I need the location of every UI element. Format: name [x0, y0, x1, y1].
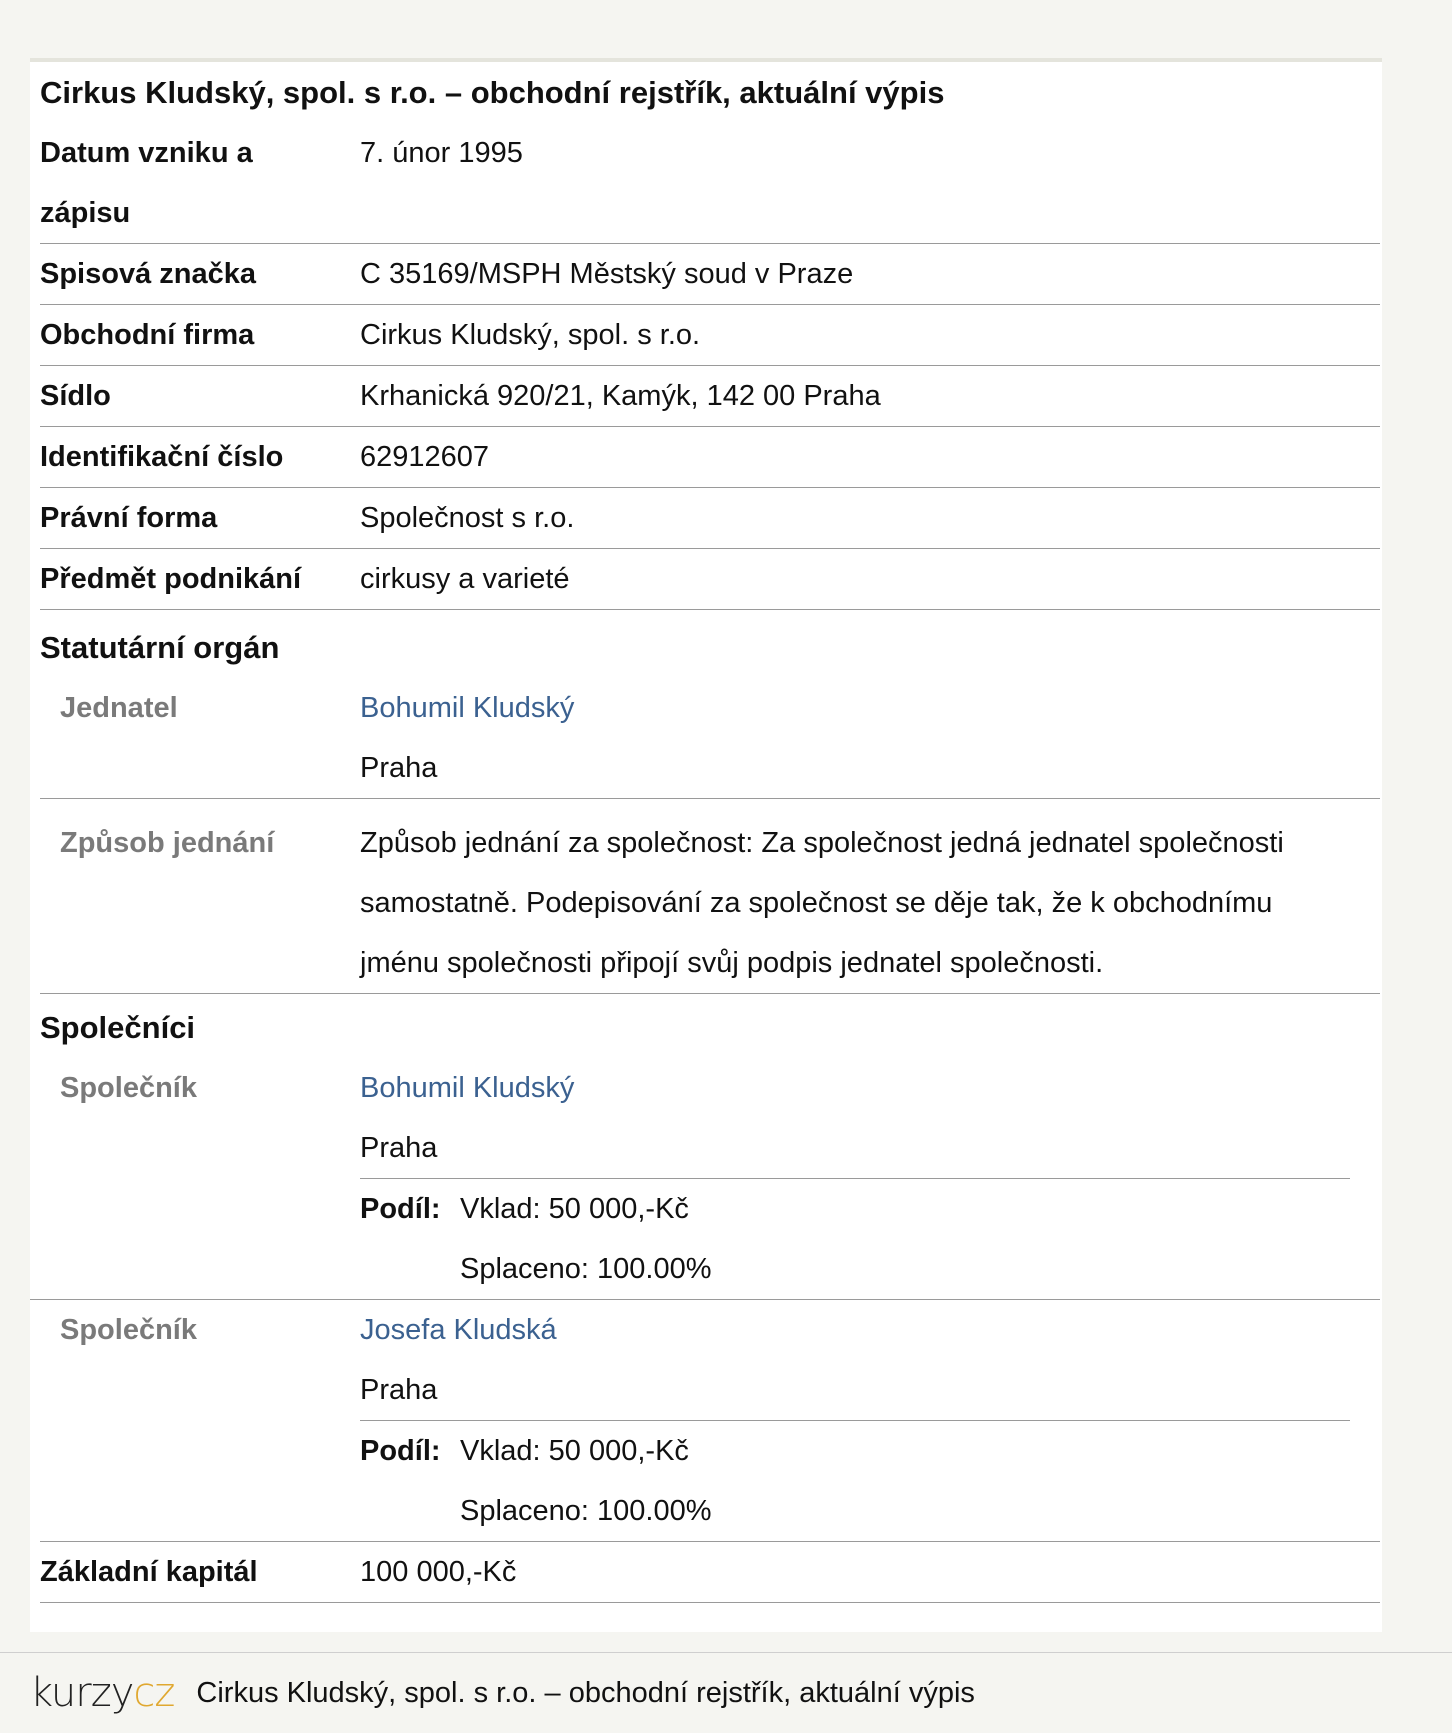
share-block — [360, 1178, 1350, 1299]
spolecnik-block-1 — [40, 1058, 1380, 1299]
row-label: Sídlo — [40, 380, 111, 412]
row-zakladni-kapital — [40, 1542, 1380, 1603]
row-spisova-znacka — [40, 244, 1380, 305]
row-sidlo — [40, 366, 1380, 427]
footer-title: Cirkus Kludský, spol. s r.o. – obchodní rejstřík, aktuální výpis — [196, 1676, 975, 1709]
register-content — [40, 62, 1380, 1603]
jednatel-label: Jednatel — [60, 692, 178, 724]
footer — [0, 1652, 1452, 1733]
row-label: Spisová značka — [40, 258, 256, 290]
row-label: Předmět podnikání — [40, 563, 302, 595]
row-label: Základní kapitál — [40, 1556, 258, 1588]
row-value: 62912607 — [360, 441, 490, 473]
spolecnik-block-2 — [40, 1300, 1380, 1541]
share-values — [460, 1421, 712, 1541]
spolecnik-value — [360, 1300, 1380, 1541]
row-value: cirkusy a varieté — [360, 563, 570, 595]
register-card — [30, 58, 1382, 1632]
logo-part-cz: cz — [133, 1670, 175, 1716]
jednatel-block — [40, 678, 1380, 798]
section-statutarni-organ: Statutární orgán — [40, 630, 280, 665]
share-vklad: Vklad: 50 000,-Kč — [460, 1435, 689, 1467]
section-spolecnici: Společníci — [40, 1010, 196, 1045]
zpusob-jednani-label: Způsob jednání — [60, 827, 275, 859]
page-title: Cirkus Kludský, spol. s r.o. – obchodní rejstřík, aktuální výpis — [40, 75, 945, 110]
row-value: Krhanická 920/21, Kamýk, 142 00 Praha — [360, 380, 881, 412]
spolecnik-value — [360, 1058, 1380, 1299]
share-label: Podíl: — [360, 1435, 441, 1467]
share-splaceno: Splaceno: 100.00% — [460, 1495, 712, 1527]
row-datum-vzniku — [40, 123, 1380, 244]
jednatel-value — [360, 678, 1380, 798]
person-city: Praha — [360, 1132, 438, 1164]
spolecnik-label: Společník — [60, 1314, 197, 1346]
row-label: Datum vzniku a zápisu — [40, 137, 253, 229]
zpusob-jednani-block — [40, 813, 1380, 993]
share-block — [360, 1420, 1350, 1541]
row-value: 7. únor 1995 — [360, 137, 523, 169]
share-values — [460, 1179, 712, 1299]
divider — [40, 798, 1380, 799]
row-value: Společnost s r.o. — [360, 502, 575, 534]
row-value: C 35169/MSPH Městský soud v Praze — [360, 258, 854, 290]
row-pravni-forma — [40, 488, 1380, 549]
share-vklad: Vklad: 50 000,-Kč — [460, 1193, 689, 1225]
person-link-spolecnik[interactable]: Bohumil Kludský — [360, 1072, 575, 1104]
spolecnik-label: Společník — [60, 1072, 197, 1104]
divider — [40, 993, 1380, 994]
logo-part-kurzy: kurzy — [30, 1670, 134, 1716]
share-label: Podíl: — [360, 1193, 441, 1225]
row-obchodni-firma — [40, 305, 1380, 366]
row-label: Obchodní firma — [40, 319, 255, 351]
row-label: Identifikační číslo — [40, 441, 284, 473]
person-link-jednatel[interactable]: Bohumil Kludský — [360, 692, 575, 724]
kurzy-logo[interactable] — [30, 1670, 175, 1716]
share-splaceno: Splaceno: 100.00% — [460, 1253, 712, 1285]
row-value: Cirkus Kludský, spol. s r.o. — [360, 319, 701, 351]
row-value: 100 000,-Kč — [360, 1556, 517, 1588]
row-predmet-podnikani — [40, 549, 1380, 610]
person-city: Praha — [360, 752, 438, 784]
zpusob-jednani-text: Způsob jednání za společnost: Za společnost jedná jednatel společnosti samostatně. Podepisování za společnost se děje tak, že k obchodnímu jménu společnosti připojí svůj podpis jednatel společnosti. — [360, 827, 1284, 979]
row-ico — [40, 427, 1380, 488]
row-label: Právní forma — [40, 502, 218, 534]
person-city: Praha — [360, 1374, 438, 1406]
person-link-spolecnik[interactable]: Josefa Kludská — [360, 1314, 557, 1346]
